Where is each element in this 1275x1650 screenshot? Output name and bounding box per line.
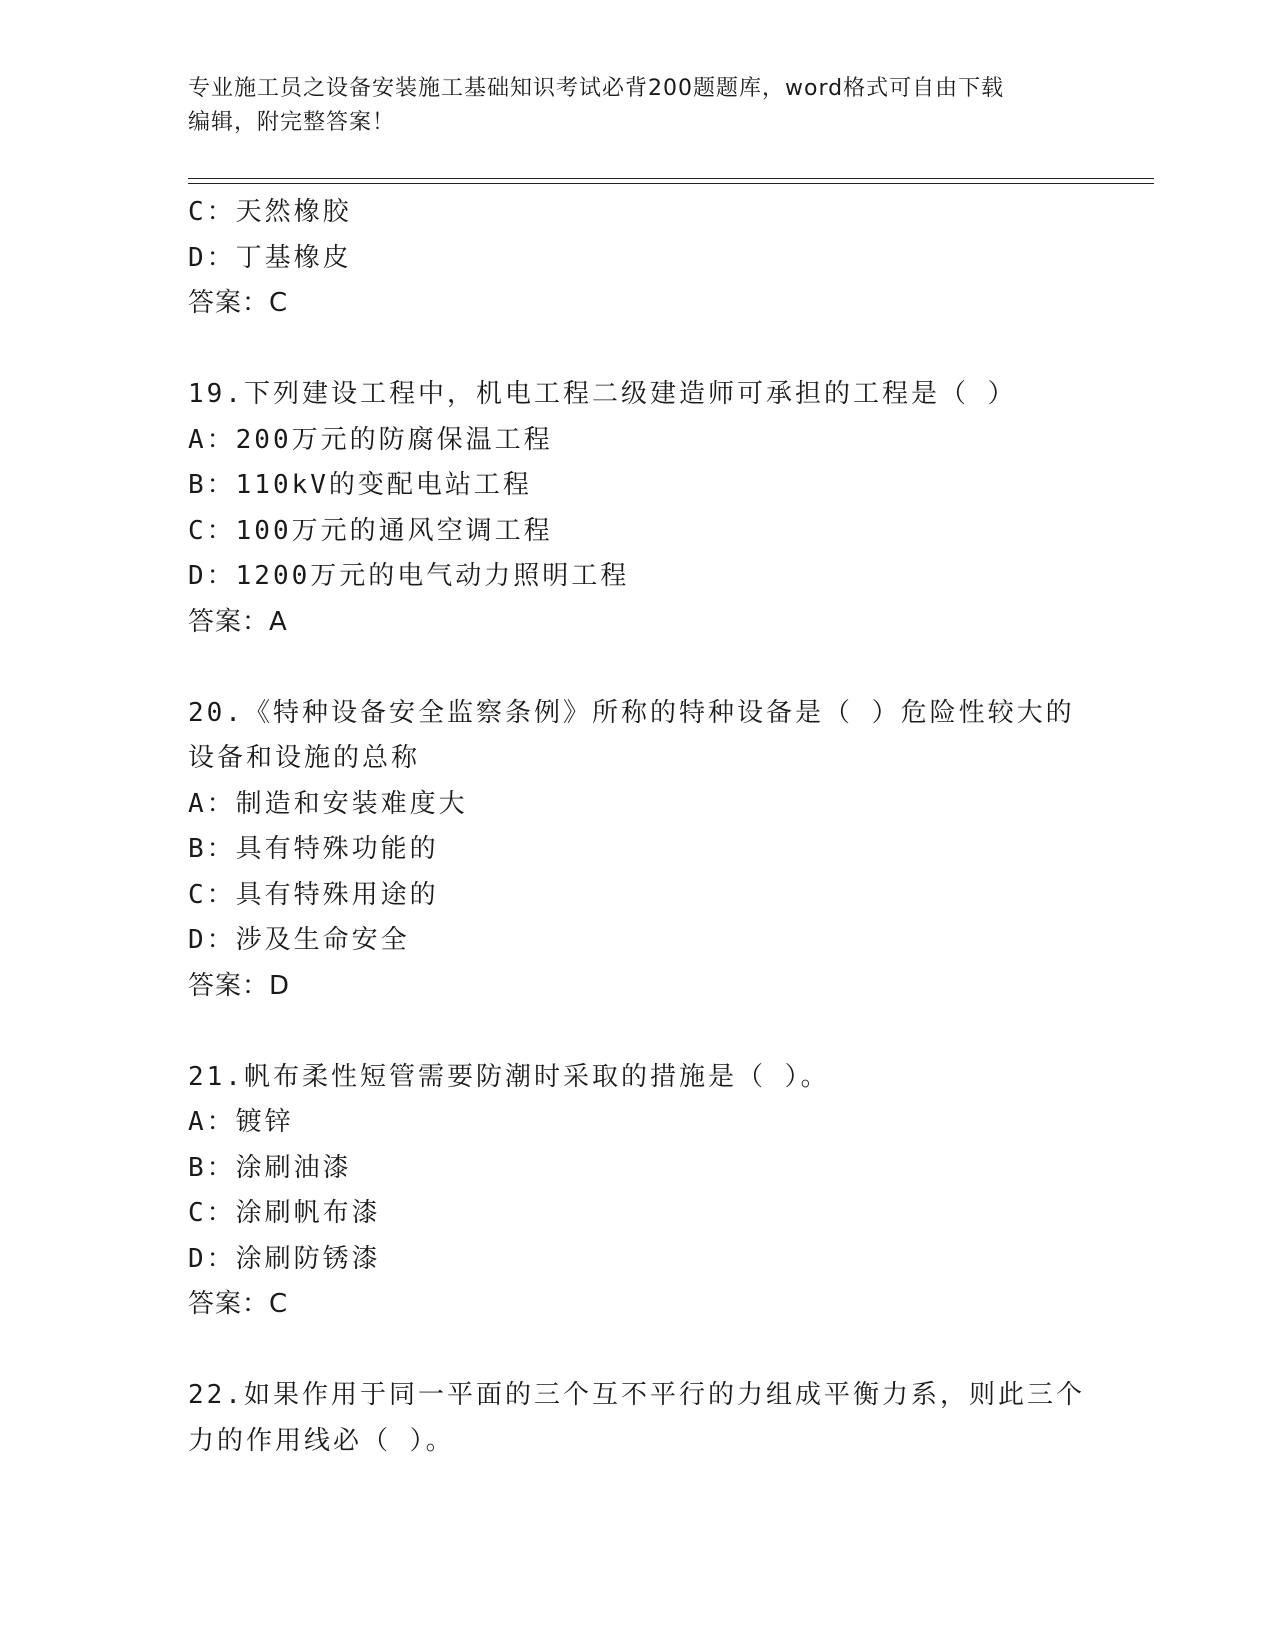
blank-line bbox=[188, 1009, 1088, 1055]
page-header bbox=[188, 72, 1068, 140]
header-rule-bottom bbox=[188, 183, 1154, 184]
option-line: D：丁基橡皮 bbox=[188, 242, 352, 273]
question-text: 21.帆布柔性短管需要防潮时采取的措施是（ ）。 bbox=[188, 1061, 830, 1092]
question-text: 设备和设施的总称 bbox=[188, 743, 421, 773]
option-line: C：100万元的通风空调工程 bbox=[188, 515, 553, 546]
blank-line bbox=[188, 327, 1088, 373]
option-line: D：涉及生命安全 bbox=[188, 925, 410, 955]
blank-line bbox=[188, 1328, 1088, 1374]
answer-line: 答案：D bbox=[188, 970, 291, 1001]
header-line-2: 编辑，附完整答案！ bbox=[188, 110, 396, 135]
option-line: D：1200万元的电气动力照明工程 bbox=[188, 561, 630, 591]
question-list bbox=[188, 190, 1088, 1464]
question-text: 22.如果作用于同一平面的三个互不平行的力组成平衡力系，则此三个 bbox=[188, 1380, 1085, 1410]
question-text: 20.《特种设备安全监察条例》所称的特种设备是（ ）危险性较大的 bbox=[188, 697, 1075, 728]
answer-line: 答案：C bbox=[188, 1289, 289, 1319]
answer-line: 答案：A bbox=[188, 606, 288, 637]
option-line: A：制造和安装难度大 bbox=[188, 788, 468, 819]
question-text: 力的作用线必（ ）。 bbox=[188, 1425, 455, 1456]
option-line: B：涂刷油漆 bbox=[188, 1152, 352, 1183]
option-line: D：涂刷防锈漆 bbox=[188, 1243, 381, 1274]
option-line: A：镀锌 bbox=[188, 1107, 294, 1137]
blank-line bbox=[188, 645, 1088, 691]
header-rule-top bbox=[188, 178, 1154, 179]
header-line-1: 专业施工员之设备安装施工基础知识考试必背200题题库，word格式可自由下载 bbox=[188, 76, 1005, 101]
option-line: C：涂刷帆布漆 bbox=[188, 1198, 381, 1228]
answer-line: 答案：C bbox=[188, 288, 289, 318]
option-line: C：具有特殊用途的 bbox=[188, 879, 439, 910]
option-line: B：具有特殊功能的 bbox=[188, 834, 439, 864]
question-text: 19.下列建设工程中，机电工程二级建造师可承担的工程是（ ） bbox=[188, 379, 1017, 409]
option-line: B：110kV的变配电站工程 bbox=[188, 470, 532, 500]
option-line: C：天然橡胶 bbox=[188, 197, 352, 227]
option-line: A：200万元的防腐保温工程 bbox=[188, 424, 553, 455]
